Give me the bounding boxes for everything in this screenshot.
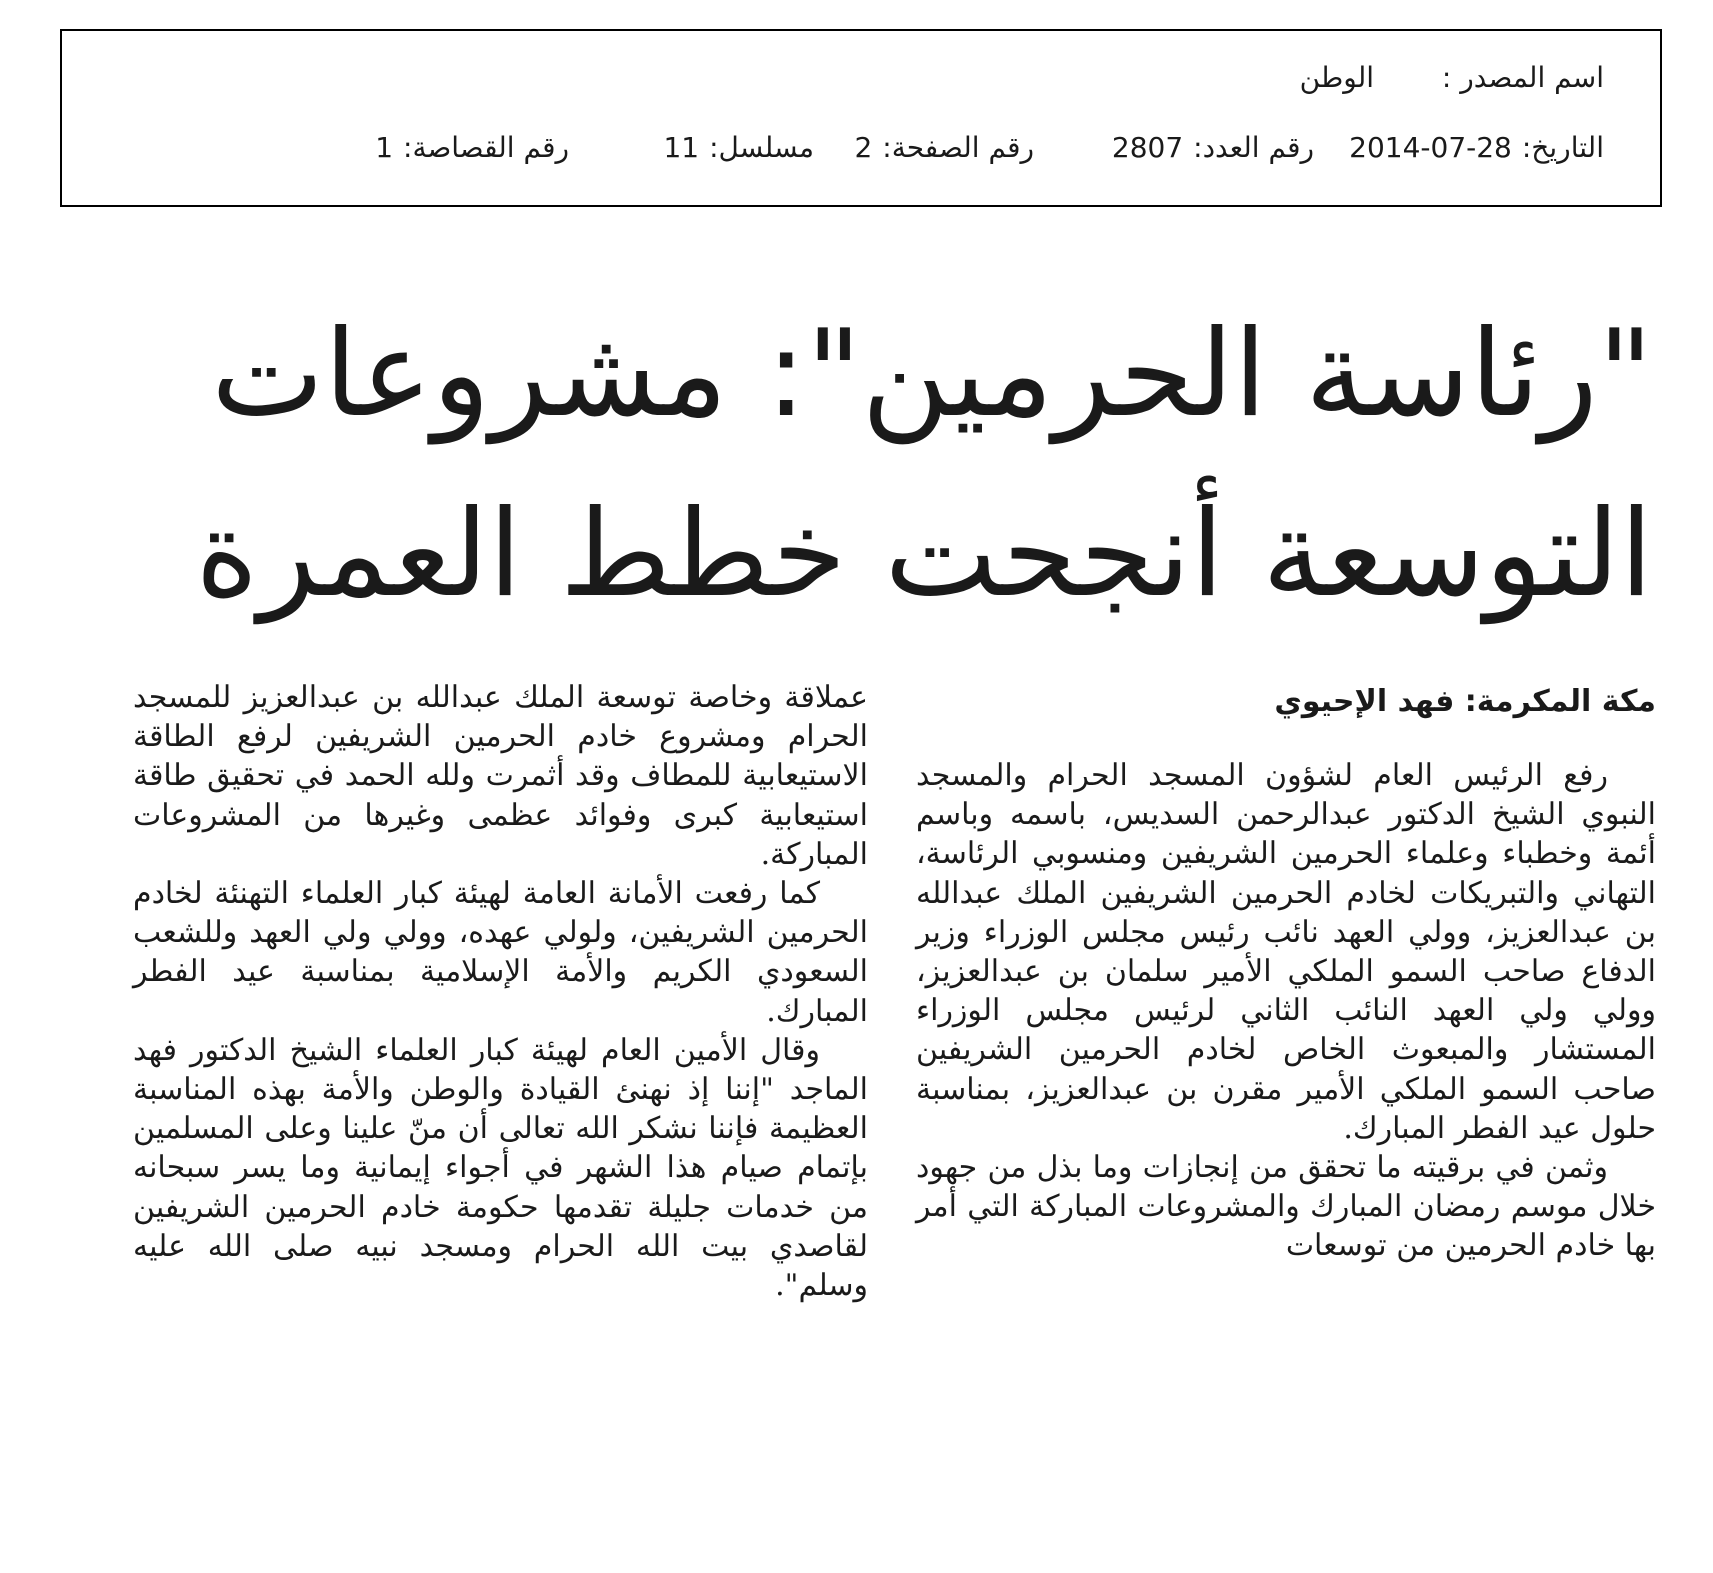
clip-value: 1 [375, 131, 394, 164]
issue-label: رقم العدد: [1193, 131, 1314, 164]
article-paragraph: كما رفعت الأمانة العامة لهيئة كبار العلماء التهنئة لخادم الحرمين الشريفين، ولولي عهده، وولي ولي العهد وللشعب السعودي الكريم والأمة الإسلامية بمناسبة عيد الفطر المبارك. [133, 876, 868, 1029]
page-value: 2 [854, 131, 873, 164]
issue-field [1034, 131, 1314, 164]
date-value: 2014-07-28 [1349, 131, 1512, 164]
source-label: اسم المصدر : [1441, 61, 1604, 94]
article-column-right [916, 678, 1656, 1266]
article-paragraph: وقال الأمين العام لهيئة كبار العلماء الشيخ الدكتور فهد الماجد "إننا إذ نهنئ القيادة والوطن والأمة بهذه المناسبة العظيمة فإننا نشكر الله تعالى أن منّ علينا وعلى المسلمين بإتمام صيام هذا الشهر في أجواء إيمانية وما يسر سبحانه من خدمات جليلة تقدمها حكومة خادم الحرمين الشريفين لقاصدي بيت الله الحرام ومسجد نبيه صلى الله عليه وسلم". [133, 1032, 868, 1304]
byline: مكة المكرمة: فهد الإحيوي [1274, 684, 1656, 719]
serial-field [569, 131, 814, 164]
issue-value: 2807 [1111, 131, 1184, 164]
metadata-row-details [375, 131, 1604, 164]
headline-line-1: "رئاسة الحرمين": مشروعات [211, 305, 1653, 444]
source-field [1374, 61, 1604, 94]
serial-value: 11 [663, 131, 700, 164]
headline-line-2: التوسعة أنجحت خطط العمرة [195, 485, 1653, 624]
clipping-metadata-box [60, 29, 1662, 207]
clip-label: رقم القصاصة: [403, 131, 569, 164]
page-field [814, 131, 1034, 164]
source-value-field [1300, 61, 1374, 94]
date-field [1314, 131, 1604, 164]
article-column-left [133, 678, 868, 1305]
metadata-row-source [1300, 61, 1604, 94]
date-label: التاريخ: [1521, 131, 1604, 164]
page-label: رقم الصفحة: [882, 131, 1034, 164]
clip-field [375, 131, 569, 164]
source-value: الوطن [1299, 61, 1374, 94]
serial-label: مسلسل: [709, 131, 814, 164]
article-paragraph: رفع الرئيس العام لشؤون المسجد الحرام والمسجد النبوي الشيخ الدكتور عبدالرحمن السديس، باسمه وباسم أئمة وخطباء وعلماء الحرمين الشريفين ومنسوبي الرئاسة، التهاني والتبريكات لخادم الحرمين الشريفين الملك عبدالله بن عبدالعزيز، وولي العهد نائب رئيس مجلس الوزراء وزير الدفاع صاحب السمو الملكي الأمير سلمان بن عبدالعزيز، وولي ولي العهد النائب الثاني لرئيس مجلس الوزراء المستشار والمبعوث الخاص لخادم الحرمين الشريفين صاحب السمو الملكي الأمير مقرن بن عبدالعزيز، بمناسبة حلول عيد الفطر المبارك. [916, 758, 1656, 1146]
article-paragraph: وثمن في برقيته ما تحقق من إنجازات وما بذل من جهود خلال موسم رمضان المبارك والمشروعات المباركة التي أمر بها خادم الحرمين من توسعات [916, 1150, 1656, 1264]
article-paragraph: عملاقة وخاصة توسعة الملك عبدالله بن عبدالعزيز للمسجد الحرام ومشروع خادم الحرمين الشريفين لرفع الطاقة الاستيعابية للمطاف وقد أثمرت ولله الحمد في تحقيق طاقة استيعابية كبرى وفوائد عظمى وغيرها من المشروعات المباركة. [133, 680, 868, 872]
